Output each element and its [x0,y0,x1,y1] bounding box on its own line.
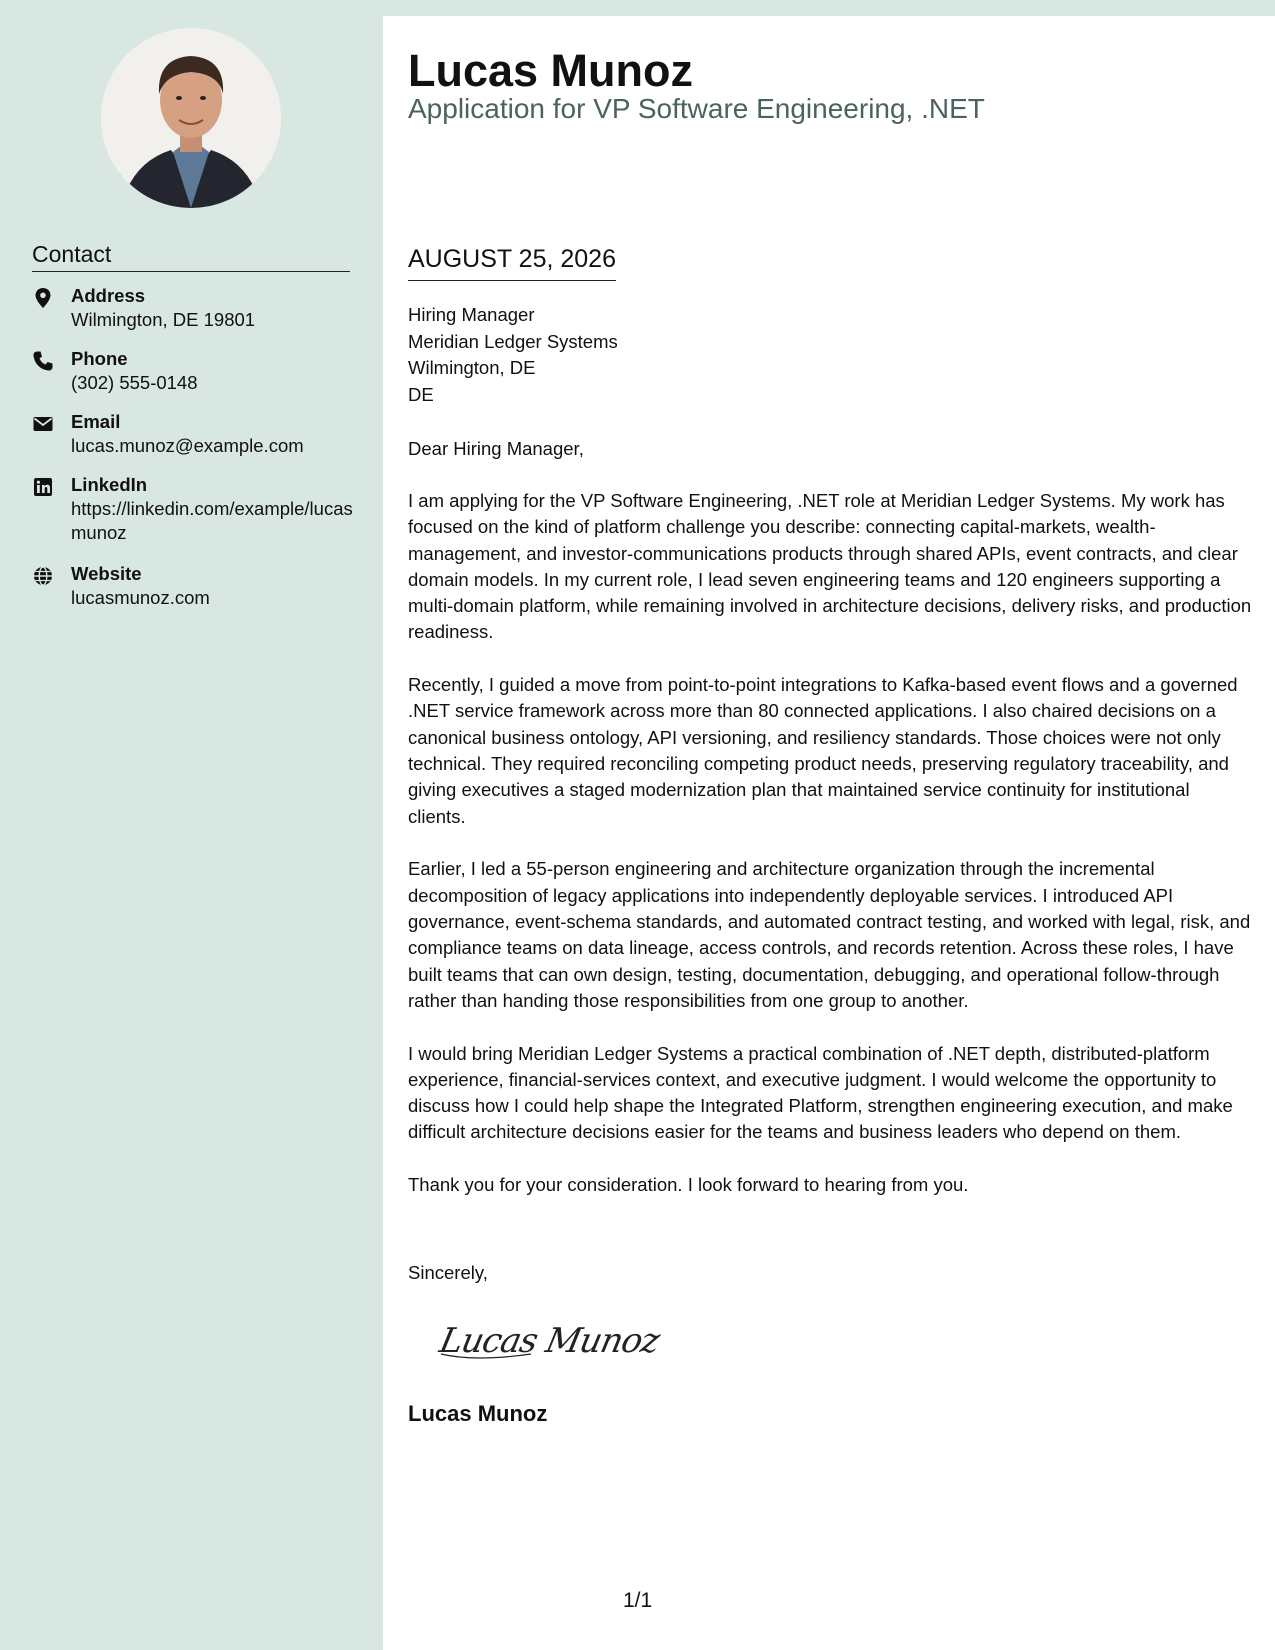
phone-icon [32,350,54,372]
application-subtitle: Application for VP Software Engineering, .NET [408,93,985,124]
envelope-icon [32,413,54,435]
recipient-line: Hiring Manager [408,304,535,325]
page-number: 1/1 [623,1589,653,1612]
linkedin-link[interactable]: https://linkedin.com/example/lucasmunoz [71,498,353,543]
paragraph: Thank you for your consideration. I look forward to hearing from you. [408,1174,969,1196]
letter-date: AUGUST 25, 2026 [408,244,616,281]
applicant-name: Lucas Munoz [408,45,694,96]
paragraph: Earlier, I led a 55-person engineering and architecture organization through the incremental decomposition of legacy applications into independently deployable services. I introduced API governance, event-schema standards, and automated contract testing, and worked with legal, risk, and compliance teams on data lineage, access controls, and records retention. Across these roles, I have built teams that can own design, testing, documentation, debugging, and operational follow-through rather than handing those responsibilities from one group to another. [408,858,1251,1011]
paragraph: I would bring Meridian Ledger Systems a practical combination of .NET depth, distributed-platform experience, financial-services context, and executive judgment. I would welcome the opportunity to discuss how I could help shape the Integrated Platform, strengthen engineering execution, and make difficult architecture decisions easier for the teams and business leaders who depend on them. [408,1042,1233,1143]
paragraph: I am applying for the VP Software Engineering, .NET role at Meridian Ledger Systems. My work has focused on the kind of platform challenge you describe: connecting capital-markets, wealth-management, and investor-communications products through shared APIs, event contracts, and clear domain models. In my current role, I lead seven engineering teams and 120 engineers supporting a multi-domain platform, while remaining involved in architecture decisions, delivery risks, and production readiness. [408,490,1252,643]
sidebar [0,0,383,1650]
contact-label: Website [71,563,142,584]
closing: Sincerely, [408,1262,488,1283]
contact-heading: Contact [32,240,350,272]
globe-icon [32,565,54,587]
letter-body [383,16,1275,1650]
contact-label: LinkedIn [71,474,148,495]
contact-label: Email [71,411,121,432]
map-pin-icon [32,287,54,309]
website-link[interactable]: lucasmunoz.com [71,587,210,608]
contact-value: (302) 555-0148 [71,372,198,393]
recipient-line: Meridian Ledger Systems [408,330,618,352]
paragraph: Recently, I guided a move from point-to-point integrations to Kafka-based event flows and a governed .NET service framework across more than 80 connected applications. I also chaired decisions on a canonical business ontology, API versioning, and resiliency standards. Those choices were not only technical. They required reconciling competing product needs, preserving regulatory traceability, and giving executives a staged modernization plan that maintained service continuity for institutional clients. [408,674,1238,827]
recipient-line: Wilmington, DE [408,357,536,378]
contact-label: Address [71,285,146,306]
contact-value: Wilmington, DE 19801 [71,309,256,330]
letter-paragraphs [408,488,1252,1225]
svg-text:Lucas Munoz: Lucas Munoz [436,1321,663,1361]
greeting: Dear Hiring Manager, [408,438,584,459]
recipient-block [408,302,618,408]
profile-photo [101,28,281,208]
contact-value: lucas.munoz@example.com [71,435,304,456]
recipient-line: DE [408,383,434,405]
contact-label: Phone [71,348,128,369]
signed-name: Lucas Munoz [408,1401,548,1426]
linkedin-icon [32,476,54,498]
handwritten-signature [435,1310,665,1370]
